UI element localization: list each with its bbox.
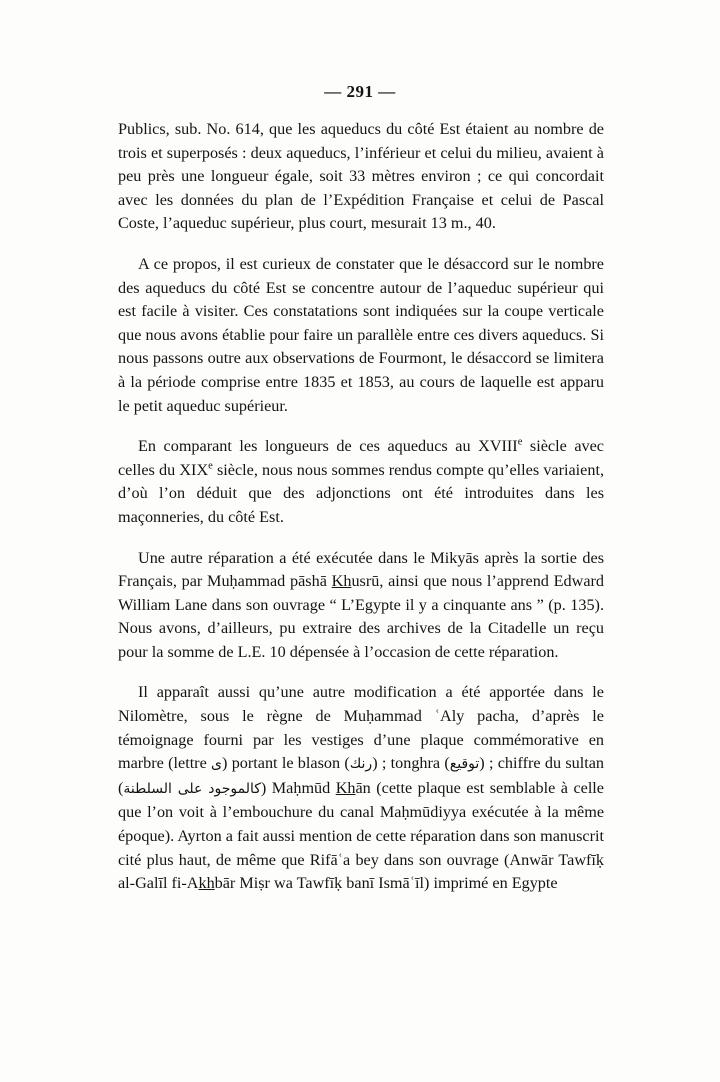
page-body-text <box>118 118 604 913</box>
paragraph: Il apparaît aussi qu’une autre modification a été apportée dans le Nilomètre, sous le règne de Muḥammad ʿAly pacha, d’après le témoignage fourni par les vestiges d’une plaque commémorative en marbre (lettre ى) portant le blason (رنك) ; tonghra (توقيع) ; chiffre du sultan (كالموجود على السلطنة) Maḥmūd Khān (cette plaque est semblable à celle que l’on voit à l’embouchure du canal Maḥmūdiyya exécutée à la même époque). Ayrton a fait aussi mention de cette réparation dans son manuscrit cité plus haut, de même que Rifāʿa bey dans son ouvrage (Anwār Tawfīḳ al-Galīl fi-Akhbār Miṣr wa Tawfīḳ banī Ismāʿīl) imprimé en Egypte <box>118 683 604 893</box>
paragraph: A ce propos, il est curieux de constater que le désaccord sur le nombre des aqueducs du côté Est se concentre autour de l’aqueduc supérieur qui est facile à visiter. Ces constatations sont indiquées sur la coupe verticale que nous avons établie pour faire un parallèle entre ces divers aqueducs. Si nous passons outre aux observations de Fourmont, le désaccord se limitera à la période comprise entre 1835 et 1853, au cours de laquelle est apparu le petit aqueduc supérieur. <box>118 254 604 415</box>
paragraph: Une autre réparation a été exécutée dans le Mikyās après la sortie des Français, par Muḥammad pāshā Khusrū, ainsi que nous l’apprend Edward William Lane dans son ouvrage “ L’Egypte il y a cinquante ans ” (p. 135). Nous avons, d’ailleurs, pu extraire des archives de la Citadelle un reçu pour la somme de L.E. 10 dépensée à l’occasion de cette réparation. <box>118 548 604 661</box>
paragraph: En comparant les longueurs de ces aqueducs au XVIIIe siècle avec celles du XIXe siècle, nous nous sommes rendus compte qu’elles variaient, d’où l’on déduit que des adjonctions ont été introduites dans les maçonneries, du côté Est. <box>118 436 604 526</box>
paragraph: Publics, sub. No. 614, que les aqueducs du côté Est étaient au nombre de trois et superposés : deux aqueducs, l’inférieur et celui du milieu, avaient à peu près une longueur égale, soit 33 mètres environ ; ce qui concordait avec les données du plan de l’Expédition Française et celui de Pascal Coste, l’aqueduc supérieur, plus court, mesurait 13 m., 40. <box>118 120 604 233</box>
page-number: — 291 — <box>324 82 396 101</box>
